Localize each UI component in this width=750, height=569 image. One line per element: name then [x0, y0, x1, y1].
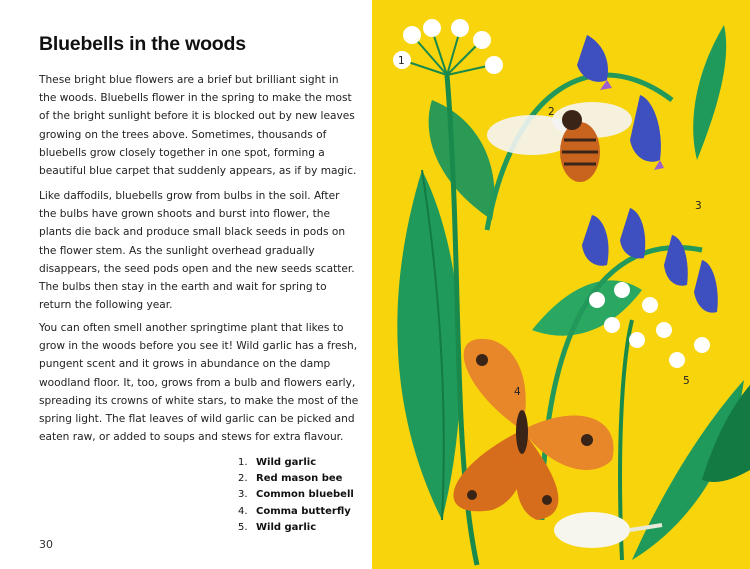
illustration-panel: [372, 0, 750, 569]
legend-label: Comma butterfly: [256, 505, 351, 517]
leaf-upper-left: [429, 100, 495, 220]
leaf-top-right: [693, 25, 726, 160]
legend-label: Wild garlic: [256, 521, 317, 533]
legend-label: Wild garlic: [256, 457, 317, 468]
marker-4: 4: [514, 386, 521, 398]
red-mason-bee: [487, 102, 632, 182]
paragraph-bulbs: Like daffodils, bluebells grow from bulbs in the soil. After the bulbs have grown shoots and burst into flower, the plants die back and produce small black seeds in pods on the flower stem. As the sunlight overhead gradually disappears, the seed pods open and the new seeds scatter. The bulbs then stay in the earth and wait for spring to return the following year.: [39, 190, 355, 312]
comma-butterfly: [453, 339, 613, 520]
legend-label: Common bluebell: [256, 489, 354, 501]
page-title: Bluebells in the woods: [39, 33, 246, 55]
text-page: [0, 0, 372, 569]
legend-item: 2. Red mason bee: [238, 473, 343, 485]
paragraph-bluebells-intro: These bright blue flowers are a brief but brilliant sight in the woods. Bluebells flower in the spring to make the most of the bright sunlight before it is blocked out by new leaves growing on the trees above. Sometimes, thousands of bluebells grow closely together in one spot, forming a beautiful blue carpet that suddenly appears, as if by magic.: [39, 74, 357, 178]
page-number: 30: [39, 538, 53, 551]
marker-2: 2: [548, 106, 555, 118]
marker-1: 1: [398, 55, 405, 67]
marker-5: 5: [683, 375, 690, 387]
marker-3: 3: [695, 200, 702, 212]
paragraph-wild-garlic: You can often smell another springtime plant that likes to grow in the woods before you see it! Wild garlic has a fresh, pungent scent and it grows in abundance on the damp woodland floor. It, too, grows from a bulb and flowers early, spreading its crowns of white stars, to make the most of the spring light. The flat leaves of wild garlic can be picked and eaten raw, or added to soups and stews for extra flavour.: [39, 322, 359, 444]
garlic-flower-head-1: [393, 19, 503, 75]
species-legend: [238, 455, 354, 536]
legend-item: 5. Wild garlic: [238, 521, 317, 533]
woodland-illustration: [372, 0, 750, 569]
legend-item: 4. Comma butterfly: [238, 505, 351, 517]
legend-item: 3. Common bluebell: [238, 489, 354, 501]
legend-label: Red mason bee: [256, 473, 343, 485]
legend-item: 1. Wild garlic: [238, 457, 317, 468]
